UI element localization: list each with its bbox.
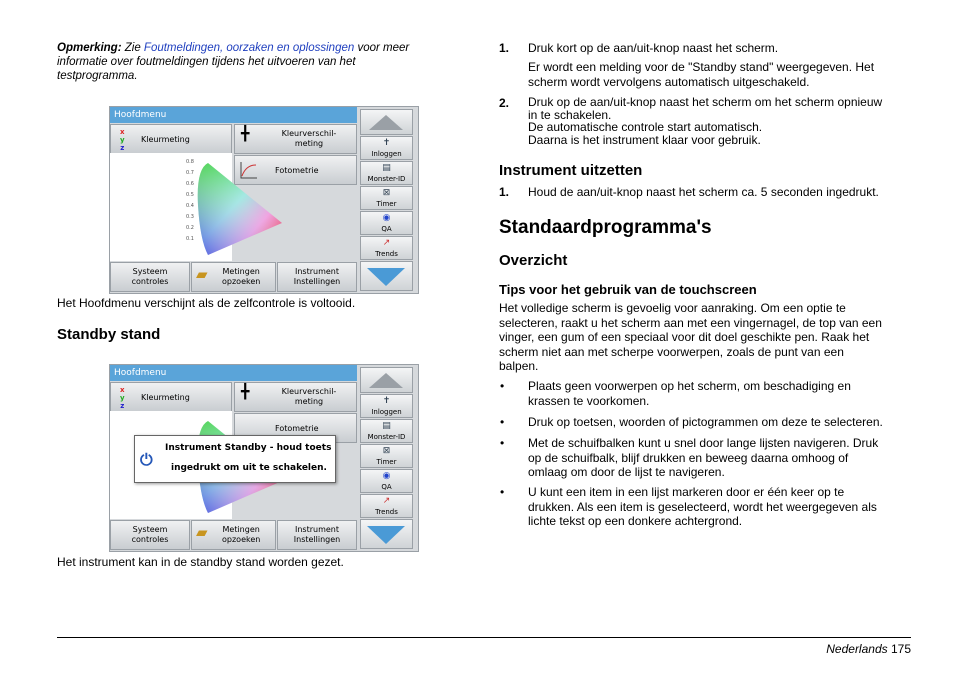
tile-metingen-label1: Metingen bbox=[222, 267, 260, 276]
dialog-line2: ingedrukt om uit te schakelen. bbox=[171, 463, 327, 473]
tile-kleurverschil-label2: meting bbox=[294, 139, 324, 148]
login-icon: ✝ bbox=[382, 138, 391, 148]
side-monster-id[interactable]: ▤ Monster-ID bbox=[360, 161, 413, 185]
step1-number: 1. bbox=[499, 41, 510, 55]
off-step-text: Houd de aan/uit-knop naast het scherm ca. 5 seconden ingedrukt. bbox=[528, 185, 879, 199]
bullet: • bbox=[500, 436, 505, 450]
note-text: Zie bbox=[121, 42, 144, 54]
sample-icon: ▤ bbox=[382, 163, 391, 173]
note-line2: informatie over foutmeldingen tijdens het uitvoeren van het bbox=[57, 56, 356, 68]
main-menu-screenshot bbox=[109, 106, 419, 294]
step2-number: 2. bbox=[499, 96, 510, 110]
arrow-down-icon bbox=[361, 262, 412, 290]
arrow-down-icon bbox=[361, 520, 412, 548]
z-label: z bbox=[120, 144, 125, 152]
folder-icon: ▰ bbox=[196, 523, 208, 541]
x-label: x bbox=[120, 128, 125, 136]
side-timer[interactable]: ⊠ Timer bbox=[360, 444, 413, 468]
timer-icon: ⊠ bbox=[382, 446, 391, 456]
bullet: • bbox=[500, 379, 505, 393]
note-link[interactable]: Foutmeldingen, oorzaken en oplossingen bbox=[143, 42, 355, 54]
footer-language: Nederlands bbox=[826, 642, 888, 656]
page-number: 175 bbox=[890, 642, 911, 656]
scroll-up-button[interactable] bbox=[360, 109, 413, 135]
heading-instrument-uitzetten: Instrument uitzetten bbox=[499, 162, 643, 179]
tips-paragraph: Het volledige scherm is gevoelig voor aanraking. Om een optie te selecteren, raakt u het scherm aan met een vingernagel, de top van een vinger, een gum of een speciaal voor dit doel geschikte pen. Raak het scherm niet aan met scherpe voorwerpen, zoals de punt van een balpen. bbox=[499, 301, 882, 373]
side-monster-id[interactable]: ▤ Monster-ID bbox=[360, 419, 413, 443]
timer-icon: ⊠ bbox=[382, 188, 391, 198]
side-inloggen[interactable]: ✝ Inloggen bbox=[360, 136, 413, 160]
tile-kleurverschilmeting[interactable] bbox=[234, 124, 357, 154]
bullet-4: U kunt een item in een lijst markeren door er één keer op te drukken. Als een item is geselecteerd, wordt het weergegeven als lichte tekst op een donkere achtergrond. bbox=[528, 485, 877, 528]
side-timer[interactable]: ⊠ Timer bbox=[360, 186, 413, 210]
side-inloggen[interactable]: ✝ Inloggen bbox=[360, 394, 413, 418]
off-step-number: 1. bbox=[499, 185, 510, 199]
tile-kleurmeting[interactable] bbox=[110, 124, 232, 154]
tile-kleurverschilmeting[interactable]: ╋ Kleurverschil- meting bbox=[234, 382, 357, 412]
tile-metingen-label2: opzoeken bbox=[222, 277, 261, 286]
standby-screenshot bbox=[109, 364, 419, 552]
note-text-post: voor meer bbox=[354, 42, 410, 54]
note-label: Opmerking: bbox=[57, 42, 122, 54]
axis-ticks: 0.8 0.7 0.6 0.5 0.4 0.3 0.2 0.1 bbox=[186, 159, 194, 242]
side-qa[interactable]: ◉ QA bbox=[360, 469, 413, 493]
tile-metingen-opzoeken[interactable] bbox=[191, 262, 276, 292]
scroll-up-button[interactable] bbox=[360, 367, 413, 393]
tile-kleurverschil-label1: Kleurverschil- bbox=[281, 129, 337, 138]
side-panel bbox=[360, 109, 416, 291]
trends-icon: ↗ bbox=[382, 238, 391, 248]
login-icon: ✝ bbox=[382, 396, 391, 406]
bullet-3: Met de schuifbalken kunt u snel door lange lijsten navigeren. Druk op de schuifbalk, blijf drukken en beweeg daarna omhoog of omlaag om door de lijst te navigeren. bbox=[528, 436, 879, 479]
delta-icon: ╋ bbox=[241, 384, 250, 400]
footer bbox=[826, 642, 911, 656]
heading-standby: Standby stand bbox=[57, 326, 161, 343]
qa-icon: ◉ bbox=[382, 213, 391, 223]
tile-kleurmeting-label: Kleurmeting bbox=[141, 135, 190, 144]
tile-instrument-instellingen[interactable]: Instrument Instellingen bbox=[277, 520, 357, 550]
tile-fotometrie-label: Fotometrie bbox=[275, 166, 319, 175]
folder-icon: ▰ bbox=[196, 265, 208, 283]
tile-systeem-label2: controles bbox=[131, 277, 169, 286]
delta-icon: ╋ bbox=[241, 126, 250, 142]
note-line3: testprogramma. bbox=[57, 70, 138, 82]
bullet: • bbox=[500, 415, 505, 429]
heading-standaardprogrammas: Standaardprogramma's bbox=[499, 217, 712, 238]
qa-icon: ◉ bbox=[382, 471, 391, 481]
side-trends[interactable]: ↗ Trends bbox=[360, 236, 413, 260]
caption-standby: Het instrument kan in de standby stand worden gezet. bbox=[57, 555, 344, 569]
standby-dialog bbox=[134, 435, 336, 483]
bullet: • bbox=[500, 485, 505, 499]
tile-kleurmeting[interactable]: x y z Kleurmeting bbox=[110, 382, 232, 412]
side-trends[interactable]: ↗ Trends bbox=[360, 494, 413, 518]
tile-fotometrie[interactable]: Fotometrie bbox=[234, 413, 357, 443]
footer-rule bbox=[57, 637, 911, 638]
tile-instrument-label2: Instellingen bbox=[293, 277, 341, 286]
note bbox=[57, 41, 457, 83]
tile-metingen-opzoeken[interactable]: ▰ Metingen opzoeken bbox=[191, 520, 276, 550]
bullet-2: Druk op toetsen, woorden of pictogrammen om deze te selecteren. bbox=[528, 415, 883, 429]
scroll-down-button[interactable] bbox=[360, 261, 413, 291]
tile-systeem-controles[interactable] bbox=[110, 262, 190, 292]
heading-overzicht: Overzicht bbox=[499, 252, 568, 269]
y-label: y bbox=[120, 136, 125, 144]
caption-main-menu: Het Hoofdmenu verschijnt als de zelfcontrole is voltooid. bbox=[57, 296, 356, 310]
side-panel bbox=[360, 367, 416, 549]
bullet-1: Plaats geen voorwerpen op het scherm, om beschadiging en krassen te voorkomen. bbox=[528, 379, 851, 408]
step1-sub: Er wordt een melding voor de "Standby stand" weergegeven. Het scherm wordt vervolgens automatisch uitgeschakeld. bbox=[528, 60, 875, 89]
color-gamut-icon bbox=[194, 155, 284, 261]
scroll-down-button[interactable] bbox=[360, 519, 413, 549]
sample-icon: ▤ bbox=[382, 421, 391, 431]
screen-title: Hoofdmenu bbox=[110, 107, 357, 123]
step2-text: Druk op de aan/uit-knop naast het scherm om het scherm opnieuw in te schakelen. De automatische controle start automatisch. Daarna is het instrument klaar voor gebruik. bbox=[528, 95, 883, 147]
power-icon: ⏻ bbox=[140, 450, 153, 469]
heading-tips: Tips voor het gebruik van de touchscreen bbox=[499, 282, 757, 297]
trends-icon: ↗ bbox=[382, 496, 391, 506]
screen-title: Hoofdmenu bbox=[110, 365, 357, 381]
step1-text: Druk kort op de aan/uit-knop naast het scherm. bbox=[528, 41, 779, 55]
tile-instrument-label1: Instrument bbox=[294, 267, 339, 276]
arrow-up-icon bbox=[361, 110, 412, 134]
tile-systeem-controles[interactable]: Systeem controles bbox=[110, 520, 190, 550]
side-qa[interactable]: ◉ QA bbox=[360, 211, 413, 235]
tile-systeem-label1: Systeem bbox=[132, 267, 168, 276]
tile-instrument-instellingen[interactable] bbox=[277, 262, 357, 292]
arrow-up-icon bbox=[361, 368, 412, 392]
dialog-line1: Instrument Standby - houd toets bbox=[165, 443, 332, 453]
